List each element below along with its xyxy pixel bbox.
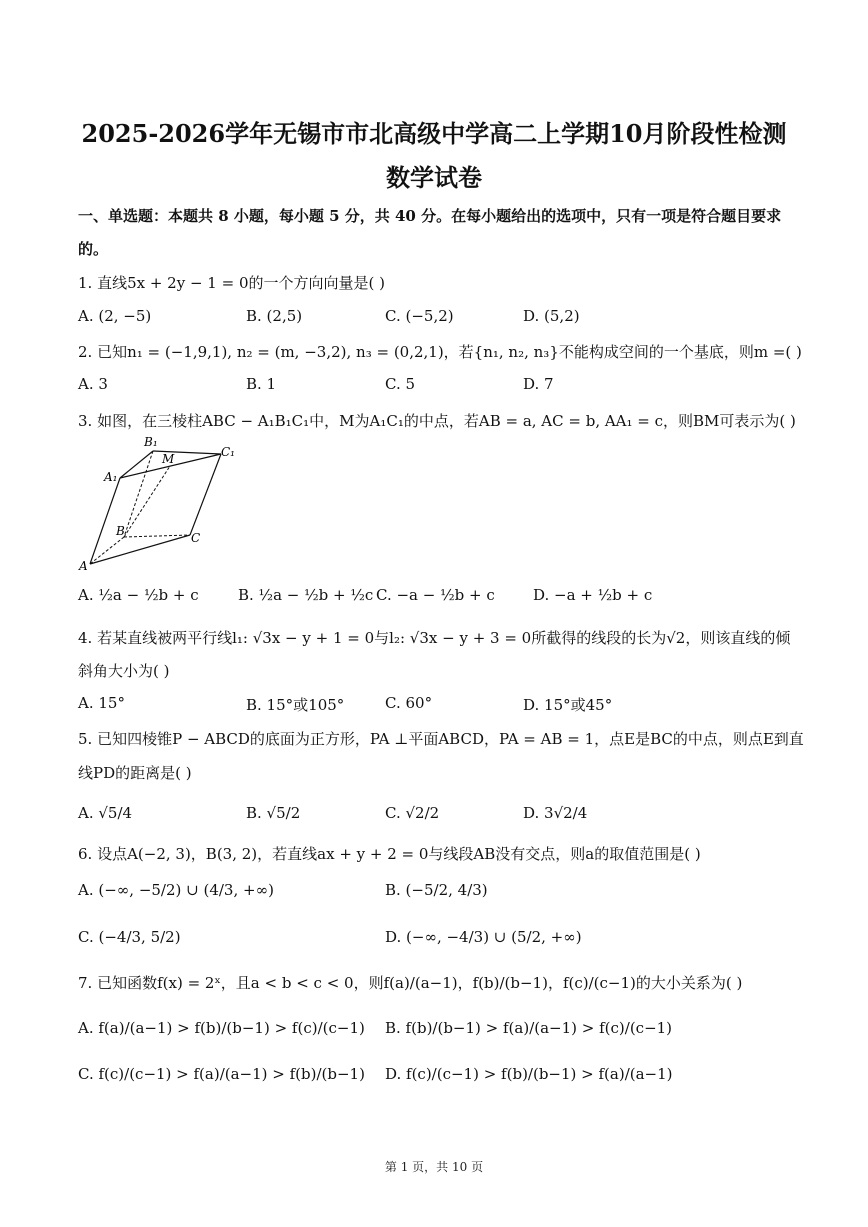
option-c: C. 60°: [385, 694, 433, 712]
option-a: A. 3: [78, 375, 108, 393]
question-stem-cont: 斜角大小为( ): [78, 662, 170, 680]
label-c1: C₁: [221, 445, 235, 459]
option-b: B. f(b)/(b−1) > f(a)/(a−1) > f(c)/(c−1): [385, 1019, 673, 1037]
option-b: B. ½a − ½b + ½c: [238, 586, 374, 604]
label-b: B: [116, 524, 125, 538]
question-stem: 1. 直线5x + 2y − 1 = 0的一个方向向量是( ): [78, 274, 385, 292]
option-c: C. (−5,2): [385, 307, 454, 325]
section-heading-cont: 的。: [78, 240, 109, 258]
option-d: D. 7: [523, 375, 554, 393]
question-stem: 2. 已知n₁ = (−1,9,1), n₂ = (m, −3,2), n₃ = (0,2,1)，若{n₁, n₂, n₃}不能构成空间的一个基底，则m =( ): [78, 343, 802, 361]
option-a: A. f(a)/(a−1) > f(b)/(b−1) > f(c)/(c−1): [78, 1019, 365, 1037]
option-a: A. (2, −5): [78, 307, 152, 325]
option-a: A. (−∞, −5/2) ∪ (4/3, +∞): [78, 881, 274, 899]
question-stem: 6. 设点A(−2, 3)，B(3, 2)，若直线ax + y + 2 = 0与线段AB没有交点，则a的取值范围是( ): [78, 845, 701, 863]
option-d: D. −a + ½b + c: [533, 586, 653, 604]
option-d: D. (−∞, −4/3) ∪ (5/2, +∞): [385, 928, 582, 946]
option-c: C. 5: [385, 375, 416, 393]
label-a: A: [79, 559, 88, 572]
option-c: C. f(c)/(c−1) > f(a)/(a−1) > f(b)/(b−1): [78, 1065, 365, 1083]
question-stem: 7. 已知函数f(x) = 2ˣ，且a < b < c < 0，则f(a)/(a−1)，f(b)/(b−1)，f(c)/(c−1)的大小关系为( ): [78, 974, 743, 992]
option-d: D. 15°或45°: [523, 696, 613, 714]
question-stem-cont: 线PD的距离是( ): [78, 764, 192, 782]
option-b: B. 15°或105°: [246, 696, 345, 714]
option-a: A. 15°: [78, 694, 125, 712]
option-d: D. (5,2): [523, 307, 580, 325]
question-stem: 4. 若某直线被两平行线l₁: √3x − y + 1 = 0与l₂: √3x − y + 3 = 0所截得的线段的长为√2，则该直线的倾: [78, 629, 791, 647]
option-a: A. √5/4: [78, 804, 133, 822]
option-d: D. f(c)/(c−1) > f(b)/(b−1) > f(a)/(a−1): [385, 1065, 673, 1083]
document-title: 2025-2026学年无锡市市北高级中学高二上学期10月阶段性检测: [81, 119, 787, 148]
option-c: C. √2/2: [385, 804, 440, 822]
prism-figure: [78, 432, 238, 572]
option-c: C. (−4/3, 5/2): [78, 928, 181, 946]
document-subtitle: 数学试卷: [386, 163, 482, 192]
question-stem: 3. 如图，在三棱柱ABC − A₁B₁C₁中，M为A₁C₁的中点，若AB = a, AC = b, AA₁ = c，则BM可表示为( ): [78, 412, 796, 430]
option-b: B. 1: [246, 375, 277, 393]
label-a1: A₁: [104, 470, 118, 484]
option-b: B. √5/2: [246, 804, 301, 822]
page-number: 第 1 页，共 10 页: [384, 1160, 484, 1174]
option-b: B. (−5/2, 4/3): [385, 881, 488, 899]
label-b1: B₁: [144, 435, 158, 449]
option-d: D. 3√2/4: [523, 804, 588, 822]
question-stem: 5. 已知四棱锥P − ABCD的底面为正方形，PA ⊥平面ABCD，PA = AB = 1，点E是BC的中点，则点E到直: [78, 730, 804, 748]
label-c: C: [191, 531, 201, 545]
option-b: B. (2,5): [246, 307, 303, 325]
section-heading: 一、单选题：本题共 8 小题，每小题 5 分，共 40 分。在每小题给出的选项中，只有一项是符合题目要求: [78, 207, 782, 225]
option-c: C. −a − ½b + c: [376, 586, 495, 604]
label-m: M: [162, 452, 175, 466]
option-a: A. ½a − ½b + c: [78, 586, 199, 604]
